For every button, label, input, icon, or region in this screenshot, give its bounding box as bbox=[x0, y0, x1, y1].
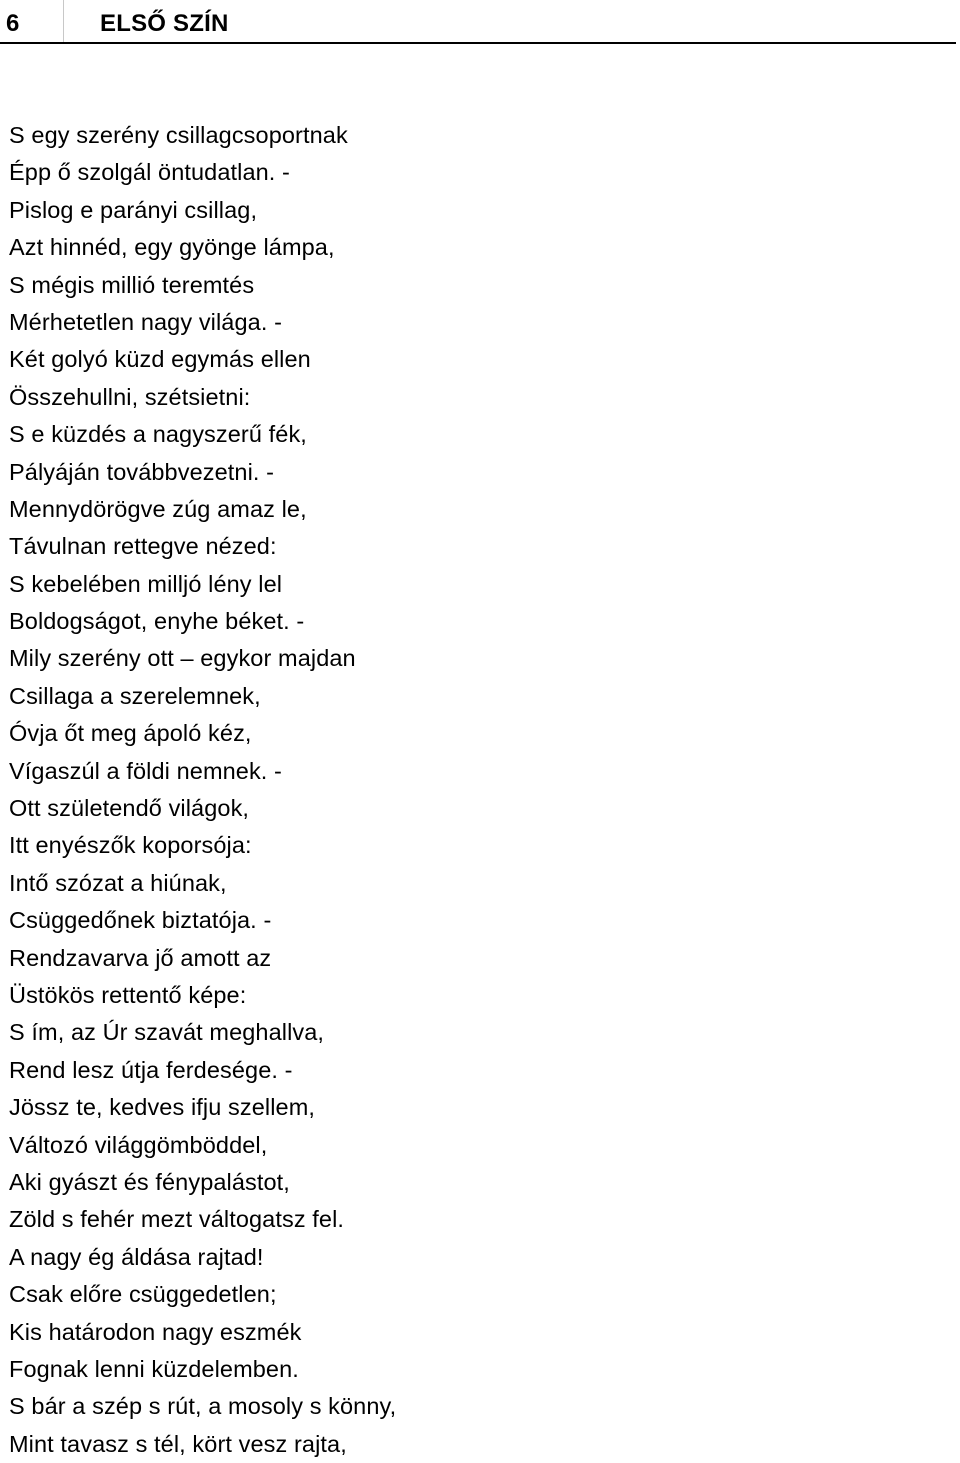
poem-line: Ott születendő világok, bbox=[9, 795, 250, 822]
poem-line: S ím, az Úr szavát meghallva, bbox=[9, 1019, 325, 1046]
poem-line: Aki gyászt és fénypalástot, bbox=[9, 1168, 290, 1195]
poem-line: Összehullni, szétsietni: bbox=[9, 383, 251, 410]
poem-line: Azt hinnéd, egy gyönge lámpa, bbox=[9, 234, 335, 261]
poem-line: S mégis millió teremtés bbox=[9, 271, 255, 298]
poem-line: Változó világgömböddel, bbox=[9, 1131, 268, 1158]
poem-line: Mily szerény ott – egykor majdan bbox=[9, 645, 356, 672]
poem-line: Itt enyészők koporsója: bbox=[9, 832, 252, 859]
poem-line: Mint tavasz s tél, kört vesz rajta, bbox=[9, 1430, 347, 1457]
poem-line: Intő szózat a hiúnak, bbox=[9, 869, 227, 896]
poem-line: Fognak lenni küzdelemben. bbox=[9, 1355, 299, 1382]
poem-text bbox=[9, 117, 396, 1463]
poem-line: Pislog e parányi csillag, bbox=[9, 196, 258, 223]
poem-line: Mennydörögve zúg amaz le, bbox=[9, 495, 307, 522]
chapter-title: ELSŐ SZÍN bbox=[100, 10, 229, 37]
poem-line: Vígaszúl a földi nemnek. - bbox=[9, 757, 282, 784]
poem-line: S egy szerény csillagcsoportnak bbox=[9, 122, 348, 148]
poem-line: Távulnan rettegve nézed: bbox=[9, 533, 277, 560]
poem-line: S bár a szép s rút, a mosoly s könny, bbox=[9, 1393, 397, 1420]
poem-line: Csüggedőnek biztatója. - bbox=[9, 907, 272, 934]
poem-line: Kis határodon nagy eszmék bbox=[9, 1318, 302, 1345]
poem-line: Két golyó küzd egymás ellen bbox=[9, 346, 311, 373]
page-number: 6 bbox=[6, 10, 20, 37]
poem-line: A nagy ég áldása rajtad! bbox=[9, 1243, 264, 1270]
poem-line: Üstökös rettentő képe: bbox=[9, 981, 247, 1008]
poem-line: Pályáján továbbvezetni. - bbox=[9, 458, 275, 485]
page-header bbox=[0, 0, 956, 44]
poem-line: Rendzavarva jő amott az bbox=[9, 944, 272, 971]
poem-line: Zöld s fehér mezt váltogatsz fel. bbox=[9, 1206, 345, 1233]
poem-line: Boldogságot, enyhe béket. - bbox=[9, 608, 305, 635]
poem-line: S e küzdés a nagyszerű fék, bbox=[9, 421, 307, 448]
header-divider bbox=[63, 0, 64, 42]
poem-line: Óvja őt meg ápoló kéz, bbox=[9, 720, 252, 747]
poem-line: Csillaga a szerelemnek, bbox=[9, 682, 261, 709]
poem-line: Csak előre csüggedetlen; bbox=[9, 1281, 277, 1308]
poem-line: Jössz te, kedves ifju szellem, bbox=[9, 1094, 315, 1121]
poem-line: Mérhetetlen nagy világa. - bbox=[9, 308, 282, 335]
poem-line: Épp ő szolgál öntudatlan. - bbox=[9, 159, 290, 186]
poem-line: S kebelében milljó lény lel bbox=[9, 570, 283, 597]
poem-line: Rend lesz útja ferdesége. - bbox=[9, 1056, 293, 1083]
